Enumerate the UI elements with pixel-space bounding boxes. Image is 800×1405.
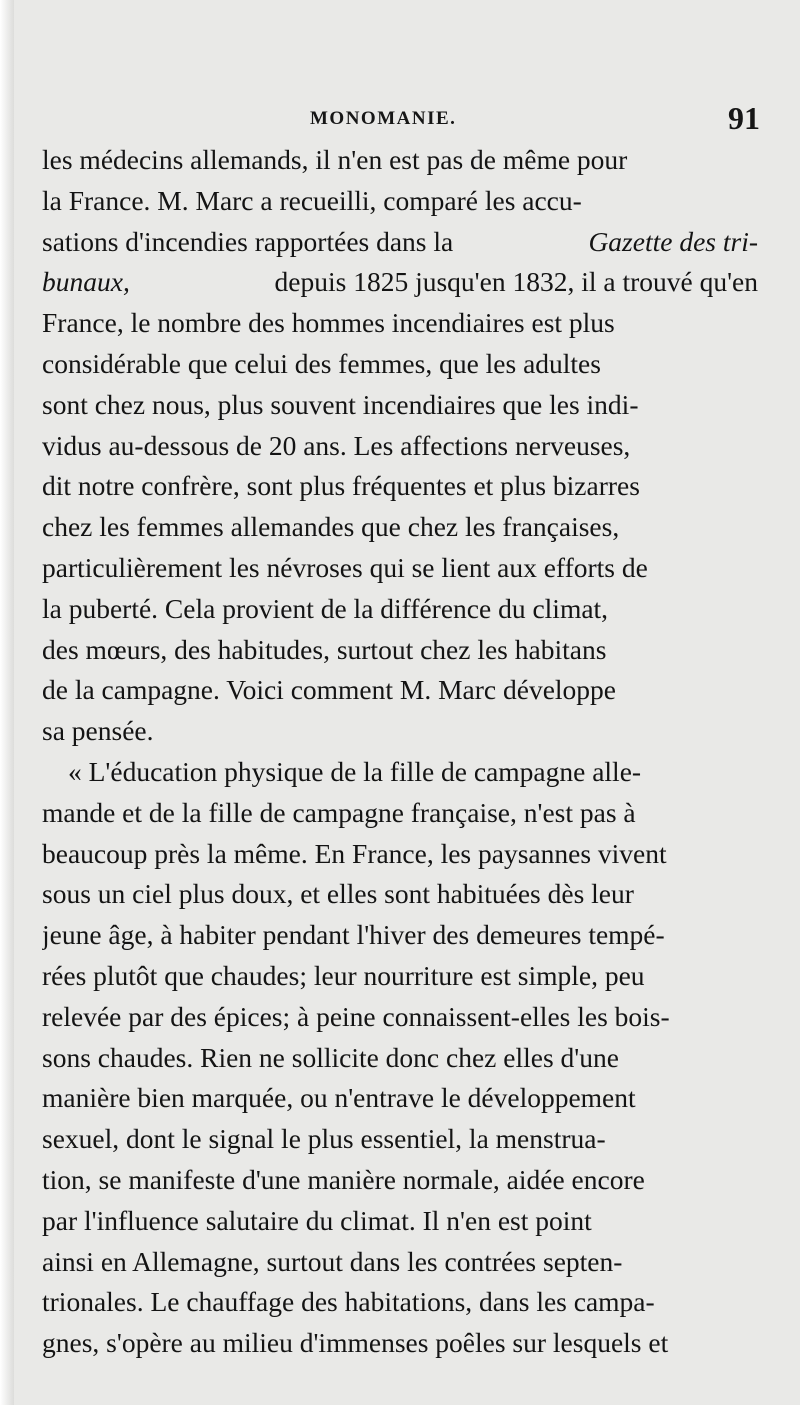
- text-line: les médecins allemands, il n'en est pas de même pour: [42, 144, 628, 175]
- text-line: des mœurs, des habitudes, surtout chez les habitans: [42, 633, 607, 665]
- text-line: chez les femmes allemandes que chez les françaises,: [42, 511, 620, 543]
- text-line: ainsi en Allemagne, surtout dans les contrées septen-: [42, 1245, 623, 1277]
- text-line: considérable que celui des femmes, que les adultes: [42, 347, 601, 379]
- text-line: [42, 262, 758, 303]
- text-segment: sations d'incendies rapportées dans la: [42, 225, 454, 257]
- text-line: beaucoup près la même. En France, les paysannes vivent: [42, 837, 667, 869]
- text-line: par l'influence salutaire du climat. Il n'en est point: [42, 1204, 592, 1236]
- text-line: dit notre confrère, sont plus fréquentes et plus bizarres: [42, 470, 640, 502]
- text-line: de la campagne. Voici comment M. Marc développe: [42, 674, 617, 706]
- text-line: manière bien marquée, ou n'entrave le développement: [42, 1082, 636, 1114]
- text-line: « L'éducation physique de la fille de campagne alle-: [68, 755, 642, 787]
- text-line: mande et de la fille de campagne française, n'est pas à: [42, 796, 636, 828]
- paragraph-2: [42, 752, 758, 1364]
- running-title: MONOMANIE.: [310, 108, 457, 129]
- text-line: gnes, s'opère au milieu d'immenses poêles sur lesquels et: [42, 1327, 669, 1359]
- text-line: la France. M. Marc a recueilli, comparé les accu-: [42, 184, 582, 216]
- text-line: sa pensée.: [42, 715, 154, 747]
- text-line: tion, se manifeste d'une manière normale, aidée encore: [42, 1163, 645, 1195]
- text-segment-italic: Gazette des tri-: [588, 225, 758, 257]
- text-segment-italic: bunaux,: [42, 266, 130, 298]
- text-line: jeune âge, à habiter pendant l'hiver des demeures tempé-: [42, 919, 665, 951]
- page-number: 91: [728, 100, 760, 136]
- text-line: sons chaudes. Rien ne sollicite donc chez elles d'une: [42, 1041, 619, 1073]
- body-text: [42, 140, 758, 1364]
- text-line: rées plutôt que chaudes; leur nourriture est simple, peu: [42, 959, 645, 991]
- text-line: France, le nombre des hommes incendiaires est plus: [42, 307, 615, 339]
- text-line: sont chez nous, plus souvent incendiaires que les indi-: [42, 388, 639, 420]
- text-line: sexuel, dont le signal le plus essentiel, la menstrua-: [42, 1123, 606, 1155]
- text-line: trionales. Le chauffage des habitations, dans les campa-: [42, 1286, 655, 1318]
- page-header: [42, 100, 760, 144]
- text-segment: depuis 1825 jusqu'en 1832, il a trouvé qu'en: [274, 266, 758, 298]
- text-line: vidus au-dessous de 20 ans. Les affections nerveuses,: [42, 429, 631, 461]
- text-line: [42, 222, 758, 263]
- text-line: particulièrement les névroses qui se lient aux efforts de: [42, 551, 648, 583]
- text-line: sous un ciel plus doux, et elles sont habituées dès leur: [42, 878, 634, 910]
- text-line: relevée par des épices; à peine connaissent-elles les bois-: [42, 1000, 670, 1032]
- paragraph-1: [42, 140, 758, 752]
- text-line: la puberté. Cela provient de la différence du climat,: [42, 592, 609, 624]
